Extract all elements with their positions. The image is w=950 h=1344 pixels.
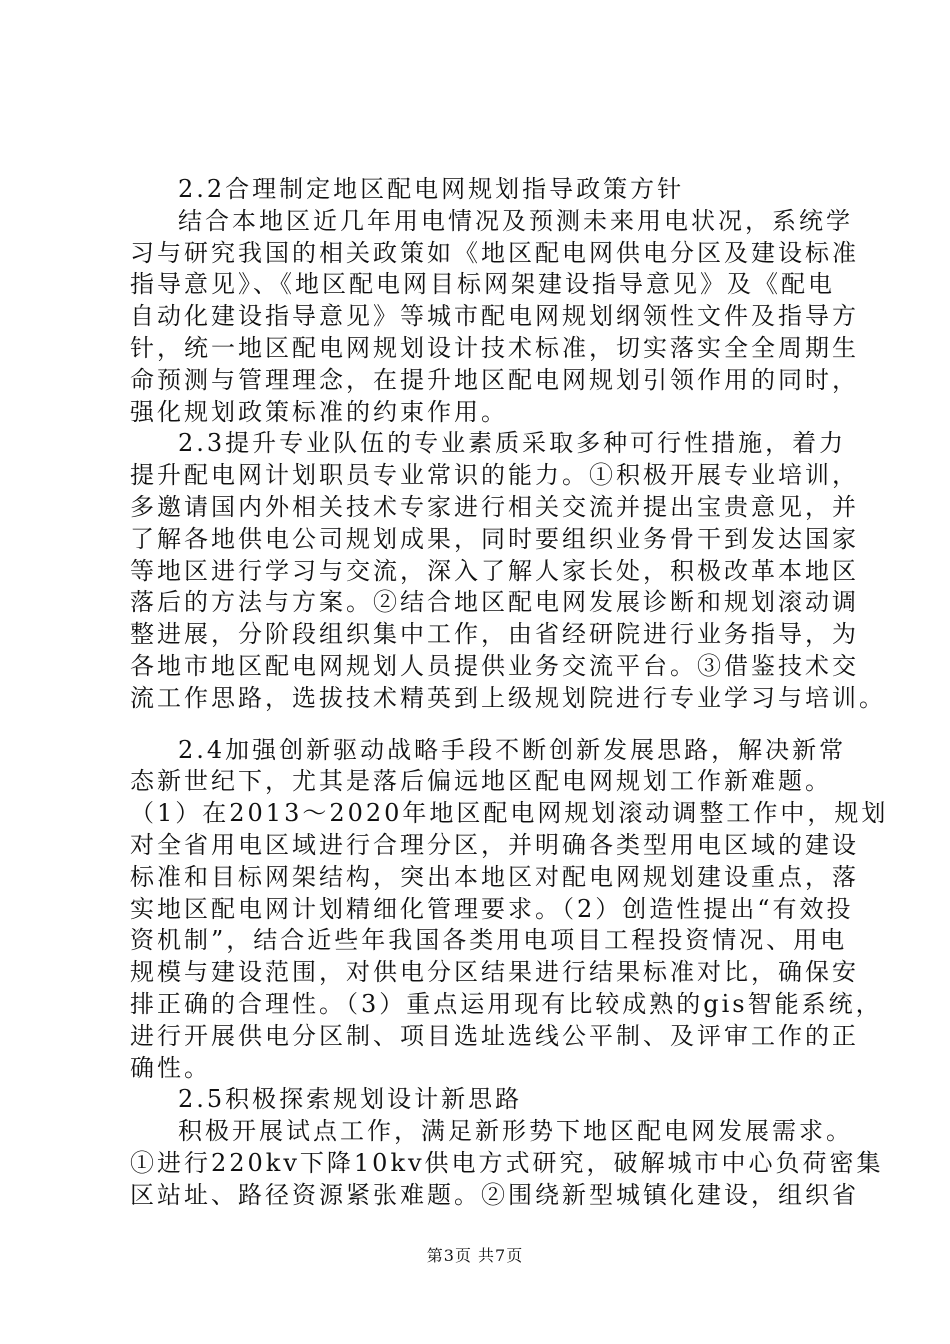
paragraph-line: 实地区配电网计划精细化管理要求。（2）创造性提出“有效投 <box>130 894 854 923</box>
paragraph-line: 积极开展试点工作，满足新形势下地区配电网发展需求。 <box>178 1117 853 1146</box>
section-heading-2-4: 2.4加强创新驱动战略手段不断创新发展思路，解决新常 <box>178 735 847 764</box>
paragraph-line: 结合本地区近几年用电情况及预测未来用电状况，系统学 <box>178 206 853 235</box>
page-number-footer: 第3页 共7页 <box>426 1246 524 1265</box>
paragraph-line: 态新世纪下，尤其是落后偏远地区配电网规划工作新难题。 <box>130 767 832 796</box>
paragraph-line: 习与研究我国的相关政策如《地区配电网供电分区及建设标准 <box>130 238 859 267</box>
section-heading-2-3: 2.3提升专业队伍的专业素质采取多种可行性措施，着力 <box>178 429 847 458</box>
paragraph-line: 整进展，分阶段组织集中工作，由省经研院进行业务指导，为 <box>130 620 859 649</box>
paragraph-line: 流工作思路，选拔技术精英到上级规划院进行专业学习与培训。 <box>130 683 886 712</box>
paragraph-line: 针，统一地区配电网规划设计技术标准，切实落实全全周期生 <box>130 333 859 362</box>
paragraph-line: 等地区进行学习与交流，深入了解人家长处，积极改革本地区 <box>130 556 859 585</box>
paragraph-line: 对全省用电区域进行合理分区，并明确各类型用电区域的建设 <box>130 830 859 859</box>
paragraph-line: ①进行220kv下降10kv供电方式研究，破解城市中心负荷密集 <box>130 1148 884 1177</box>
paragraph-line: 进行开展供电分区制、项目选址选线公平制、及评审工作的正 <box>130 1021 859 1050</box>
document-body <box>130 174 889 1212</box>
paragraph-line: 资机制”，结合近些年我国各类用电项目工程投资情况、用电 <box>130 926 848 955</box>
section-heading-2-5: 2.5积极探索规划设计新思路 <box>178 1085 523 1114</box>
paragraph-line: 多邀请国内外相关技术专家进行相关交流并提出宝贵意见，并 <box>130 492 859 521</box>
paragraph-line: 落后的方法与方案。②结合地区配电网发展诊断和规划滚动调 <box>130 588 859 617</box>
paragraph-line: 确性。 <box>130 1053 211 1082</box>
paragraph-line: 指导意见》、《地区配电网目标网架建设指导意见》及《配电 <box>130 270 835 299</box>
paragraph-line: 命预测与管理理念，在提升地区配电网规划引领作用的同时， <box>130 365 859 394</box>
paragraph-line: 区站址、路径资源紧张难题。②围绕新型城镇化建设，组织省 <box>130 1180 859 1209</box>
paragraph-line: 各地市地区配电网规划人员提供业务交流平台。③借鉴技术交 <box>130 651 859 680</box>
paragraph-spacer <box>130 715 822 735</box>
paragraph-line: 规模与建设范围，对供电分区结果进行结果标准对比，确保安 <box>130 958 859 987</box>
paragraph-line: 自动化建设指导意见》等城市配电网规划纲领性文件及指导方 <box>130 302 859 331</box>
paragraph-line: 排正确的合理性。（3）重点运用现有比较成熟的gis智能系统， <box>130 989 883 1018</box>
paragraph-line: （1）在2013～2020年地区配电网规划滚动调整工作中，规划 <box>130 799 889 828</box>
paragraph-line: 标准和目标网架结构，突出本地区对配电网规划建设重点，落 <box>130 862 859 891</box>
paragraph-line: 了解各地供电公司规划成果，同时要组织业务骨干到发达国家 <box>130 524 859 553</box>
paragraph-line: 强化规划政策标准的约束作用。 <box>130 397 508 426</box>
paragraph-line: 提升配电网计划职员专业常识的能力。①积极开展专业培训， <box>130 461 859 490</box>
section-heading-2-2: 2.2合理制定地区配电网规划指导政策方针 <box>178 175 685 203</box>
